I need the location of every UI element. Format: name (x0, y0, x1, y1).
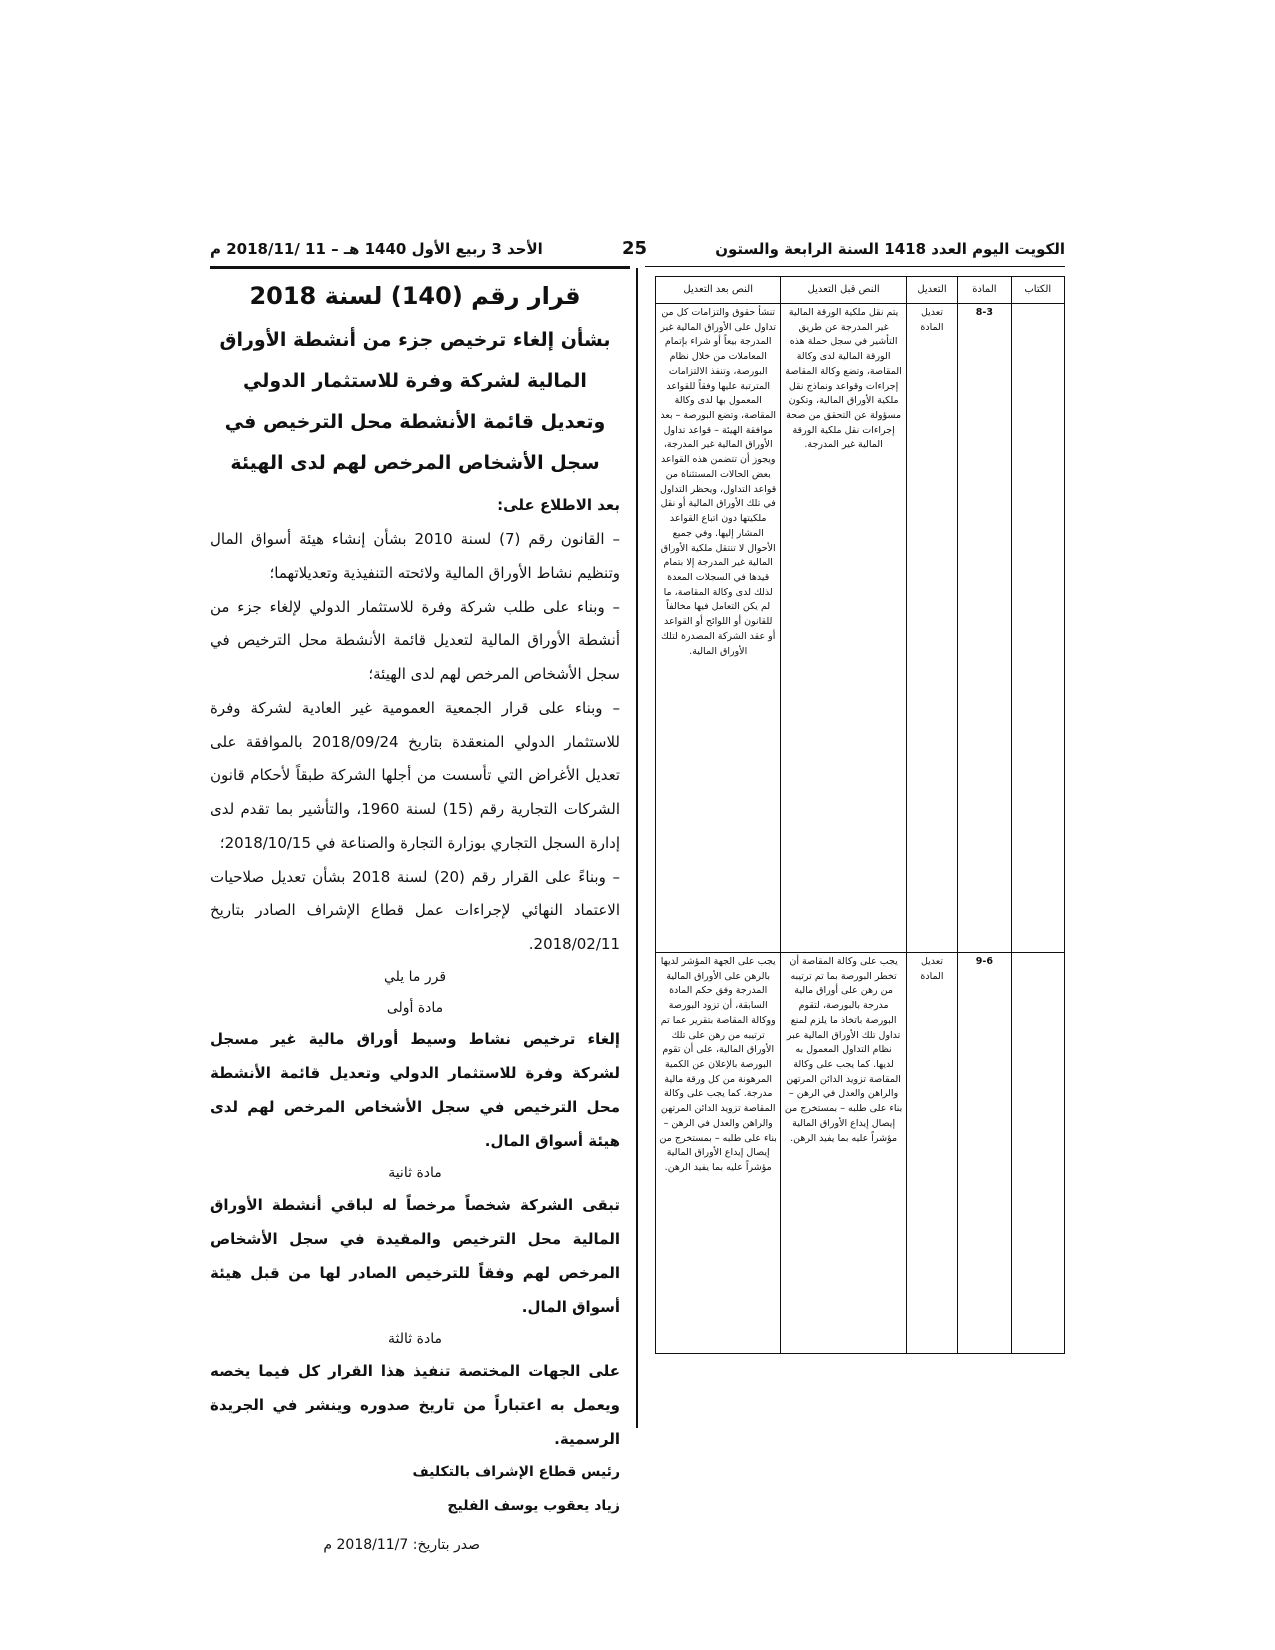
recital: – القانون رقم (7) لسنة 2010 بشأن إنشاء هيئة أسواق المال وتنظيم نشاط الأوراق المالية ولائحته التنفيذية وتعديلاتهما؛ (210, 530, 620, 582)
cell-amendment: تعديل المادة (906, 304, 957, 953)
recital: – وبناءً على القرار رقم (20) لسنة 2018 بشأن تعديل صلاحيات الاعتماد النهائي لإجراءات عمل قطاع الإشراف الصادر بتاريخ 2018/02/11. (210, 867, 620, 954)
cell-book (1011, 304, 1064, 953)
decision-section (210, 276, 620, 1560)
header-before: النص قبل التعديل (781, 277, 906, 304)
cell-before: يجب على وكالة المقاصة أن تخطر البورصة بما تم ترتيبه من رهن على أوراق مالية مدرجة بالبورصة، لتقوم البورصة باتخاذ ما يلزم لمنع تداول تلك الأوراق المالية عبر نظام التداول المعمول به لديها. كما يجب على وكالة المقاصة تزويد الدائن المرتهن والراهن والعدل في الرهن – بناء على طلبه – بمستخرج من إيصال إيداع الأوراق المالية مؤشراً عليه بما يفيد الرهن. (781, 953, 906, 1354)
cell-amendment: تعديل المادة (906, 953, 957, 1354)
header-issue-info: الكويت اليوم العدد 1418 السنة الرابعة والستون (715, 240, 1065, 258)
article-text: تبقى الشركة شخصاً مرخصاً له لباقي أنشطة الأوراق المالية محل الترخيص والمقيدة في سجل الأشخاص المرخص لهم وفقاً للترخيص الصادر لها من قبل هيئة أسواق المال. (210, 1196, 620, 1316)
page-number: 25 (622, 238, 648, 259)
article-heading: مادة ثانية (388, 1165, 442, 1182)
signatory-title: رئيس قطاع الإشراف بالتكليف (412, 1464, 620, 1481)
issued-date: صدر بتاريخ: 2018/11/7 م (323, 1536, 480, 1553)
column-divider (636, 268, 638, 1428)
amendment-table-container (655, 276, 1065, 1354)
article-text: إلغاء ترخيص نشاط وسيط أوراق مالية غير مسجل لشركة وفرة للاستثمار الدولي وتعديل قائمة الأنشطة محل الترخيص في سجل الأشخاص المرخص لهم لدى هيئة أسواق المال. (210, 1030, 620, 1150)
header-rule-left (210, 266, 630, 269)
article-heading: مادة أولى (386, 999, 444, 1016)
recital: – وبناء على قرار الجمعية العمومية غير العادية لشركة وفرة للاستثمار الدولي المنعقدة بتاريخ 2018/09/24 بالموافقة على تعديل الأغراض التي تأسست من أجلها الشركة طبقاً لأحكام قانون الشركات التجارية رقم (15) لسنة 1960، والتأشير بما تقدم لدى إدارة السجل التجاري بوزارة التجارة والصناعة في 2018/10/15؛ (210, 698, 621, 852)
header-book: الكتاب (1011, 277, 1064, 304)
recital: – وبناء على طلب شركة وفرة للاستثمار الدولي لإلغاء جزء من أنشطة الأوراق المالية لتعديل قائمة الأنشطة محل الترخيص في سجل الأشخاص المرخص لهم لدى الهيئة؛ (210, 597, 620, 684)
decision-intro: بعد الاطلاع على: (497, 496, 620, 515)
header-amendment: التعديل (906, 277, 957, 304)
cell-after: يجب على الجهة المؤشر لديها بالرهن على الأوراق المالية المدرجة وفق حكم المادة السابقة، أن تزود البورصة ووكالة المقاصة بتقرير عما تم ترتيبه من رهن على تلك الأوراق المالية، على أن تقوم البورصة بالإعلان عن الكمية المرهونة من كل ورقة مالية مدرجة. كما يجب على وكالة المقاصة تزويد الدائن المرتهن والراهن والعدل في الرهن – بناء على طلبه – بمستخرج من إيصال إيداع الأوراق المالية مؤشراً عليه بما يفيد الرهن. (656, 953, 781, 1354)
decided-heading: قرر ما يلي (383, 968, 447, 985)
cell-before: يتم نقل ملكية الورقة المالية غير المدرجة عن طريق التأشير في سجل حملة هذه الورقة المالية لدى وكالة المقاصة، وتضع وكالة المقاصة إجراءات وقواعد ونماذج نقل ملكية الأوراق المالية، وتكون مسؤولة عن التحقق من صحة إجراءات نقل ملكية الورقة المالية غير المدرجة. (781, 304, 906, 953)
table-row (656, 953, 1065, 1354)
article-heading: مادة ثالثة (388, 1331, 442, 1348)
table-row (656, 304, 1065, 953)
signatory-name: زياد يعقوب يوسف الفليج (447, 1497, 620, 1514)
header-rule-right (645, 266, 1065, 267)
page-header (210, 238, 1065, 264)
cell-article: 8-3 (958, 304, 1011, 953)
cell-article: 9-6 (958, 953, 1011, 1354)
table-header-row (656, 277, 1065, 304)
header-article: المادة (958, 277, 1011, 304)
cell-book (1011, 953, 1064, 1354)
decision-title: قرار رقم (140) لسنة 2018 (249, 282, 581, 310)
decision-subject: بشأن إلغاء ترخيص جزء من أنشطة الأوراق المالية لشركة وفرة للاستثمار الدولي وتعديل قائمة الأنشطة محل الترخيص في سجل الأشخاص المرخص لهم لدى الهيئة (219, 329, 611, 474)
cell-after: تنشأ حقوق والتزامات كل من تداول على الأوراق المالية غير المدرجة بيعاً أو شراء بإتمام المعاملات من خلال نظام البورصة، وتنفذ الالتزامات المترتبة عليها وفقاً للقواعد المعمول بها لدى وكالة المقاصة، وتضع البورصة – بعد موافقة الهيئة – قواعد تداول الأوراق المالية غير المدرجة، ويجوز أن تتضمن هذه القواعد بعض الحالات المستثناة من قواعد التداول، ويحظر التداول في تلك الأوراق المالية أو نقل ملكيتها دون اتباع القواعد المشار إليها. وفي جميع الأحوال لا تنتقل ملكية الأوراق المالية غير المدرجة إلا بتمام قيدها في السجلات المعدة لذلك لدى وكالة المقاصة، ما لم يكن التعامل فيها مخالفاً للقانون أو اللوائح أو القواعد أو عقد الشركة المصدرة لتلك الأوراق المالية. (656, 304, 781, 953)
header-date: الأحد 3 ربيع الأول 1440 هـ – 11 /2018/11 م (210, 240, 543, 258)
amendment-table (655, 276, 1065, 1354)
header-after: النص بعد التعديل (656, 277, 781, 304)
article-text: على الجهات المختصة تنفيذ هذا القرار كل فيما يخصه ويعمل به اعتباراً من تاريخ صدوره وينشر في الجريدة الرسمية. (210, 1362, 620, 1448)
